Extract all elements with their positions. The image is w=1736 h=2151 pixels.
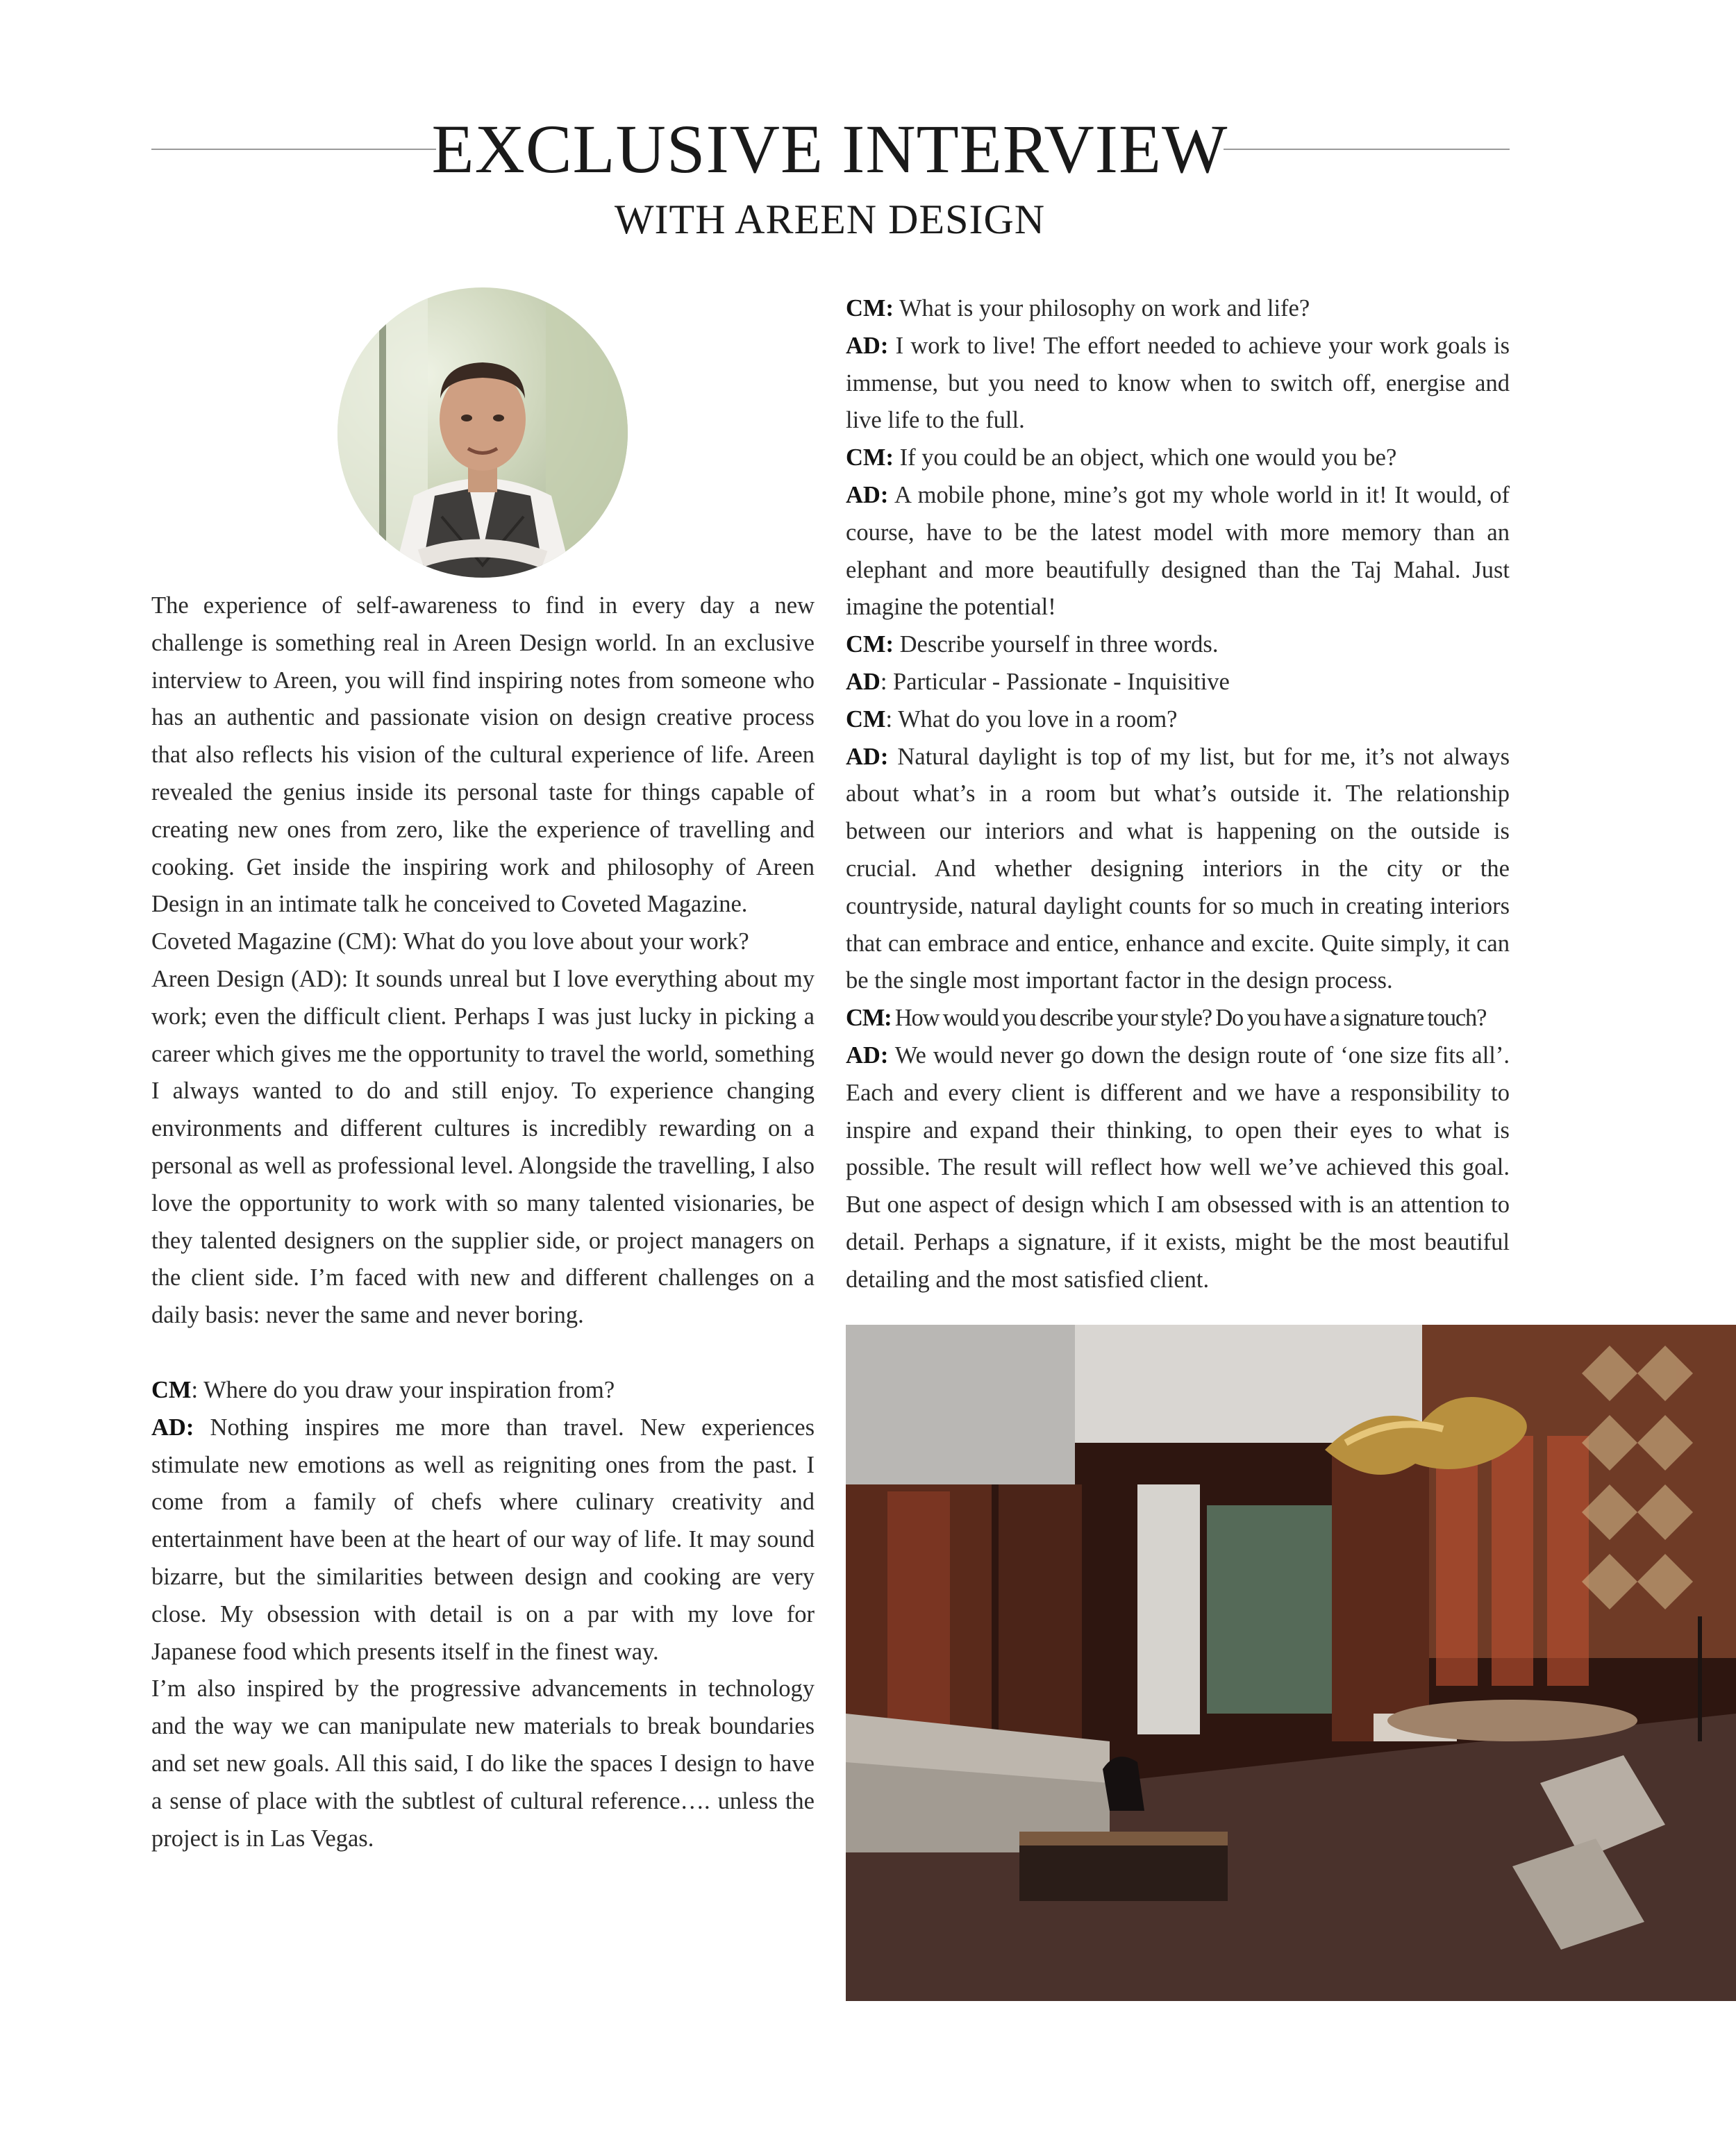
question-philosophy: [846, 290, 1510, 328]
speaker-label: CM: [846, 705, 886, 733]
answer-text: Nothing inspires me more than travel. New experiences stimulate new emotions as well as reigniting ones from the past. I come from a family of chefs where culinary creativity and entertainment have been at the heart of our way of life. It may sound bizarre, but the similarities between design and cooking are very close. My obsession with detail is on a par with my love for Japanese food which presents itself in the finest way.: [151, 1414, 815, 1665]
answer-inspiration-continued: I’m also inspired by the progressive advancements in technology and the way we can manipulate new materials to break boundaries and set new goals. All this said, I do like the spaces I design to have a sense of place with the subtlest of cultural reference…. unless the project is in Las Vegas.: [151, 1675, 815, 1852]
speaker-label: CM:: [846, 444, 894, 471]
speaker-label: CM: [151, 1376, 192, 1403]
answer-work-love: Areen Design (AD): It sounds unreal but I love everything about my work; even the difficult client. Perhaps I was just lucky in picking a career which gives me the opportunity to travel the world, something I always wanted to do and still enjoy. To experience changing environments and different cultures is incredibly rewarding on a personal as well as professional level. Alongside the travelling, I also love the opportunity to work with so many talented visionaries, be they talented designers on the supplier side, or project managers on the client side. I’m faced with new and different challenges on a daily basis: never the same and never boring.: [151, 965, 815, 1329]
question-style: [846, 1000, 1510, 1037]
intro-paragraph: The experience of self-awareness to find in every day a new challenge is something real in Areen Design world. In an exclusive interview to Areen, you will find inspiring notes from someone who has an authentic and passionate vision on design creative process that also reflects his vision of the cultural experience of life. Areen revealed the genius inside its personal taste for things capable of creating new ones from zero, like the experience of travelling and cooking. Get inside the inspiring work and philosophy of Areen Design in an intimate talk he conceived to Coveted Magazine.: [151, 592, 815, 918]
left-column: [151, 587, 815, 1857]
question-three-words: [846, 626, 1510, 664]
speaker-label: CM:: [846, 631, 894, 658]
answer-inspiration: [151, 1409, 815, 1671]
page-subtitle: WITH AREEN DESIGN: [614, 196, 1046, 242]
answer-room: [846, 739, 1510, 1001]
speaker-label: CM:: [846, 295, 894, 321]
page-title: EXCLUSIVE INTERVIEW: [431, 110, 1228, 187]
answer-object: [846, 477, 1510, 626]
question-text: Describe yourself in three words.: [893, 631, 1219, 658]
speaker-label: AD:: [846, 743, 889, 770]
question-text: How would you describe your style? Do you have a signature touch?: [891, 1005, 1487, 1032]
question-inspiration: [151, 1372, 815, 1409]
answer-text: Natural daylight is top of my list, but for me, it’s not always about what’s in a room but what’s outside it. The relationship between our interiors and what is happening on the outside is crucial. And whether designing interiors in the city or the countryside, natural daylight counts for so much in creating interiors that can embrace and entice, enhance and excite. Quite simply, it can be the single most important factor in the design process.: [846, 743, 1510, 994]
answer-text: : Particular - Passionate - Inquisitive: [880, 668, 1230, 695]
answer-three-words: [846, 664, 1510, 701]
interior-render: [846, 1325, 1736, 2001]
speaker-label: AD:: [846, 1041, 889, 1069]
answer-style: [846, 1037, 1510, 1299]
question-work-love: Coveted Magazine (CM): What do you love about your work?: [151, 928, 749, 955]
answer-philosophy: [846, 328, 1510, 440]
answer-text: A mobile phone, mine’s got my whole world in it! It would, of course, have to be the latest model with more memory than an elephant and more beautifully designed than the Taj Mahal. Just imagine the potential!: [846, 481, 1510, 621]
speaker-label: AD: [846, 668, 880, 695]
speaker-label: CM:: [846, 1005, 892, 1032]
question-object: [846, 440, 1510, 477]
right-column: [846, 290, 1510, 1299]
question-text: What is your philosophy on work and life?: [893, 295, 1310, 321]
answer-text: I work to live! The effort needed to achieve your work goals is immense, but you need to know when to switch off, energise and live life to the full.: [846, 332, 1510, 434]
interior-illustration: [846, 1325, 1736, 2001]
speaker-label: AD:: [846, 481, 889, 508]
portrait-illustration: [337, 287, 628, 578]
question-room: [846, 701, 1510, 739]
portrait-photo: [337, 287, 628, 578]
answer-text: We would never go down the design route of ‘one size fits all’. Each and every client is different and we have a responsibility to inspire and expand their thinking, to open their eyes to what is possible. The result will reflect how well we’ve achieved this goal. But one aspect of design which I am obsessed with is an attention to detail. Perhaps a signature, if it exists, might be the most beautiful detailing and the most satisfied client.: [846, 1041, 1510, 1293]
question-text: : What do you love in a room?: [885, 705, 1178, 733]
speaker-label: AD:: [151, 1414, 194, 1441]
speaker-label: AD:: [846, 332, 889, 359]
question-text: : Where do you draw your inspiration from?: [191, 1376, 615, 1403]
question-text: If you could be an object, which one would you be?: [893, 444, 1397, 471]
